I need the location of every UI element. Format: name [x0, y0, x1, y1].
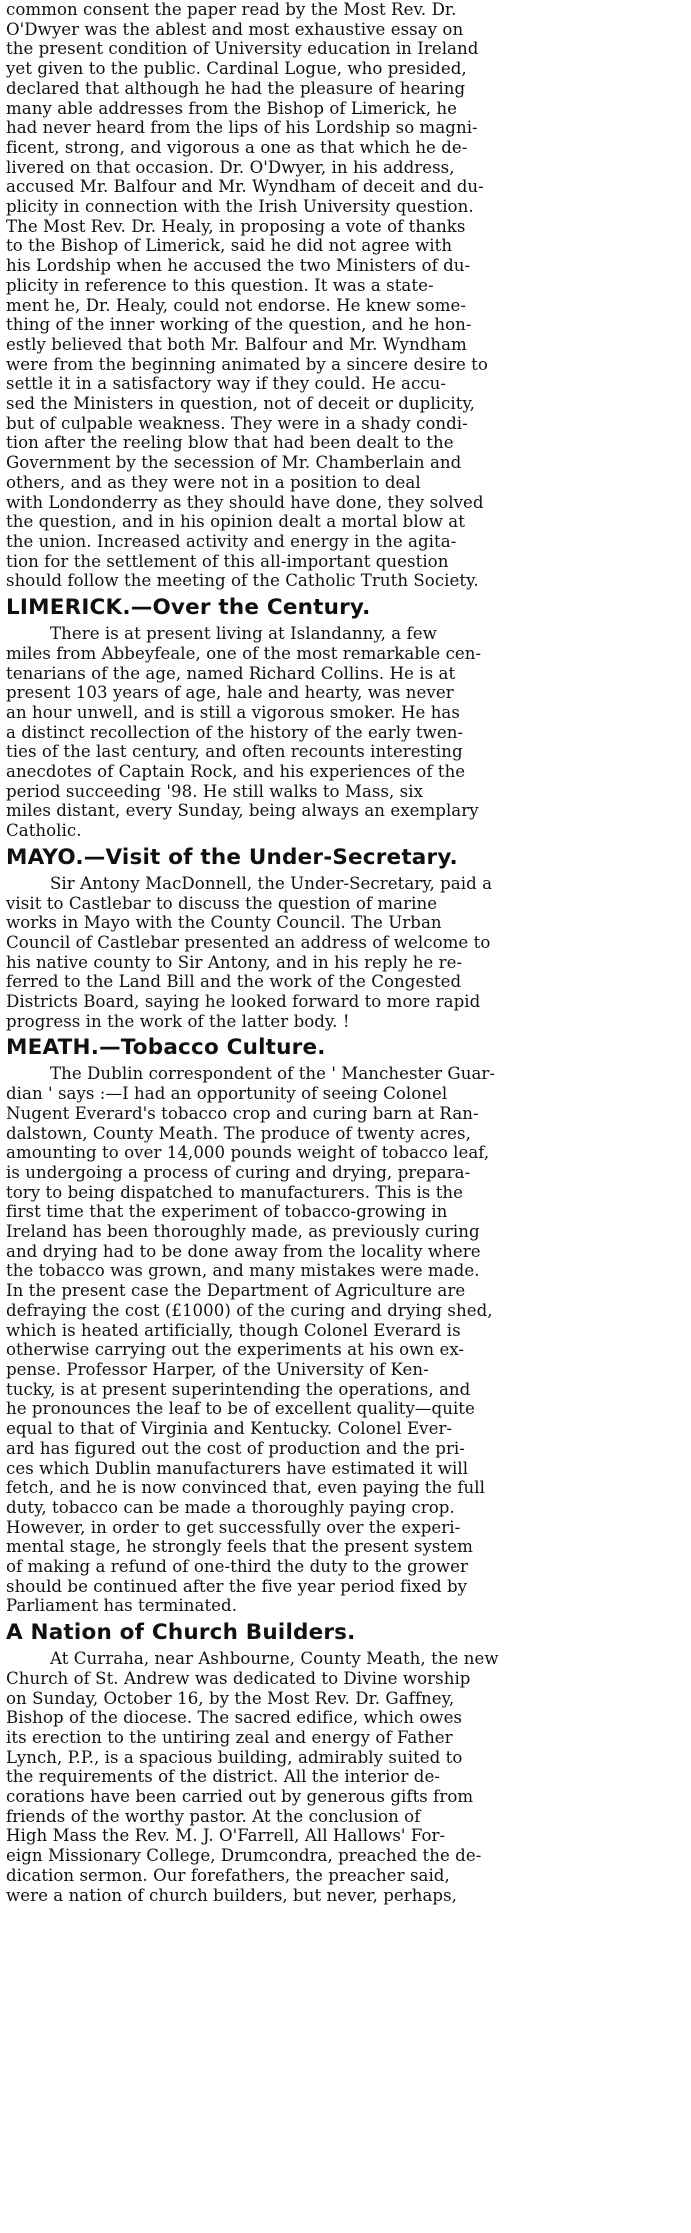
article-mayo [6, 844, 687, 1032]
article-body: The Dublin correspondent of the ' Manchester Guar- dian ' says :—I had an opportunity of seeing Colonel Nugent Everard's tobacco crop and curing barn at Ran- dalstown, County Meath. The produce of twenty acres, amounting to over 14,000 pounds weight of tobacco leaf, is undergoing a process of curing and drying, prepara- tory to being dispatched to manufacturers. This is the first time that the experiment of tobacco-growing in Ireland has been thoroughly made, as previously curing and drying had to be done away from the locality where the tobacco was grown, and many mistakes were made. In the present case the Department of Agriculture are defraying the cost (£1000) of the curing and drying shed, which is heated artificially, though Colonel Everard is otherwise carrying out the experiments at his own ex- pense. Professor Harper, of the University of Ken- tucky, is at present superintending the operations, and he pronounces the leaf to be of excellent quality—quite equal to that of Virginia and Kentucky. Colonel Ever- ard has figured out the cost of production and the pri- ces which Dublin manufacturers have estimated it will fetch, and he is now convinced that, even paying the full duty, tobacco can be made a thoroughly paying crop. However, in order to get successfully over the experi- mental stage, he strongly feels that the present system of making a refund of one-third the duty to the grower should be continued after the five year period fixed by Parliament has terminated. [6, 1064, 496, 1616]
section-heading: MAYO.—Visit of the Under-Secretary. [6, 844, 458, 870]
section-heading: MEATH.—Tobacco Culture. [6, 1035, 326, 1061]
article-body: common consent the paper read by the Most Rev. Dr. O'Dwyer was the ablest and most exhaustive essay on the present condition of University education in Ireland yet given to the public. Cardinal Logue, who presided, declared that although he had the pleasure of hearing many able addresses from the Bishop of Limerick, he had never heard from the lips of his Lordship so magni- ficent, strong, and vigorous a one as that which he de- livered on that occasion. Dr. O'Dwyer, in his address, accused Mr. Balfour and Mr. Wyndham of deceit and du- plicity in connection with the Irish University question. The Most Rev. Dr. Healy, in proposing a vote of thanks to the Bishop of Limerick, said he did not agree with his Lordship when he accused the two Ministers of du- plicity in reference to this question. It was a state- ment he, Dr. Healy, could not endorse. He knew some- thing of the inner working of the question, and he hon- estly believed that both Mr. Balfour and Mr. Wyndham were from the beginning animated by a sincere desire to settle it in a satisfactory way if they could. He accu- sed the Ministers in question, not of deceit or duplicity, but of culpable weakness. They were in a shady condi- tion after the reeling blow that had been dealt to the Government by the secession of Mr. Chamberlain and others, and as they were not in a position to deal with Londonderry as they should have done, they solved the question, and in his opinion dealt a mortal blow at the union. Increased activity and energy in the agita- tion for the settlement of this all-important question should follow the meeting of the Catholic Truth Society. [6, 0, 488, 591]
article-body: There is at present living at Islandanny, a few miles from Abbeyfeale, one of the most remarkable cen- tenarians of the age, named Richard Collins. He is at present 103 years of age, hale and hearty, was never an hour unwell, and is still a vigorous smoker. He has a distinct recollection of the history of the early twen- ties of the last century, and often recounts interesting anecdotes of Captain Rock, and his experiences of the period succeeding '98. He still walks to Mass, six miles distant, every Sunday, being always an exemplary Catholic. [6, 624, 482, 841]
article-limerick [6, 594, 687, 841]
article-church-builders [6, 1619, 687, 1905]
article-continuation [6, 0, 687, 591]
article-body: Sir Antony MacDonnell, the Under-Secretary, paid a visit to Castlebar to discuss the question of marine works in Mayo with the County Council. The Urban Council of Castlebar presented an address of welcome to his native county to Sir Antony, and in his reply he re- ferred to the Land Bill and the work of the Congested Districts Board, saying he looked forward to more rapid progress in the work of the latter body. ! [6, 873, 493, 1031]
section-heading: LIMERICK.—Over the Century. [6, 595, 371, 621]
section-heading: A Nation of Church Builders. [6, 1620, 356, 1646]
article-meath [6, 1034, 687, 1616]
article-body: At Curraha, near Ashbourne, County Meath, the new Church of St. Andrew was dedicated to Divine worship on Sunday, October 16, by the Most Rev. Dr. Gaffney, Bishop of the diocese. The sacred edifice, which owes its erection to the untiring zeal and energy of Father Lynch, P.P., is a spacious building, admirably suited to the requirements of the district. All the interior de- corations have been carried out by generous gifts from friends of the worthy pastor. At the conclusion of High Mass the Rev. M. J. O'Farrell, All Hallows' For- eign Missionary College, Drumcondra, preached the de- dication sermon. Our forefathers, the preacher said, were a nation of church builders, but never, perhaps, [6, 1649, 499, 1905]
